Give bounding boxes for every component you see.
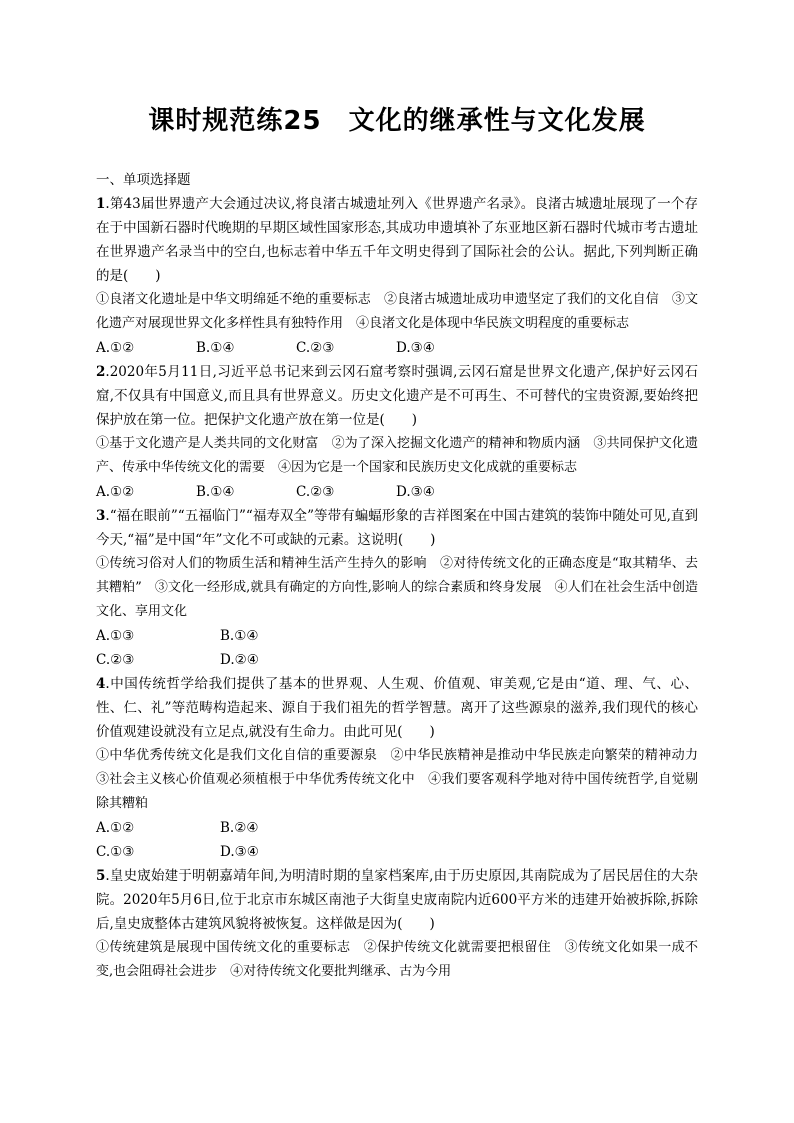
question-text: .中国传统哲学给我们提供了基本的世界观、人生观、价值观、审美观,它是由“道、理、气、心、性、仁、礼”等范畴构造起来、源自于我们祖先的哲学智慧。离开了这些源泉的滋养,我们现代的核心价值观建设就没有立足点,就没有生命力。由此可见( ) <box>96 676 698 740</box>
question-5 <box>96 864 698 984</box>
answer-option: A.①② <box>96 340 135 356</box>
question-statements: ①中华优秀传统文化是我们文化自信的重要源泉 ②中华民族精神是推动中华民族走向繁荣的精神动力 ③社会主义核心价值观必须植根于中华优秀传统文化中 ④我们要客观科学地对待中国传统哲学,自觉剔除其糟粕 <box>96 748 712 811</box>
answer-option: C.②③ <box>296 340 335 356</box>
question-list <box>96 192 712 984</box>
question-text: .第43届世界遗产大会通过决议,将良渚古城遗址列入《世界遗产名录》。良渚古城遗址展现了一个存在于中国新石器时代晚期的早期区域性国家形态,其成功申遗填补了东亚地区新石器时代城市考古遗址在世界遗产名录当中的空白,也标志着中华五千年文明史得到了国际社会的公认。据此,下列判断正确的是( ) <box>96 196 698 284</box>
answer-option: C.②③ <box>296 484 335 500</box>
question-number: 5 <box>96 868 106 884</box>
question-statements: ①良渚文化遗址是中华文明绵延不绝的重要标志 ②良渚古城遗址成功申遗坚定了我们的文化自信 ③文化遗产对展现世界文化多样性具有独特作用 ④良渚文化是体现中华民族文明程度的重要标志 <box>96 292 698 331</box>
question-4 <box>96 672 712 864</box>
answer-option: A.①③ <box>96 628 135 644</box>
question-stem <box>96 672 698 744</box>
answer-option: C.②③ <box>96 652 135 668</box>
question-stem <box>96 360 698 432</box>
answer-option: A.①② <box>96 820 135 836</box>
exercise-content <box>96 168 712 984</box>
question-statements: ①基于文化遗产是人类共同的文化财富 ②为了深入挖掘文化遗产的精神和物质内涵 ③共同保护文化遗产、传承中华传统文化的需要 ④因为它是一个国家和民族历史文化成就的重要标志 <box>96 436 698 475</box>
question-2 <box>96 360 698 504</box>
answer-options <box>96 816 344 864</box>
question-stem <box>96 192 698 288</box>
question-stem <box>96 864 698 936</box>
answer-option: D.③④ <box>396 340 435 356</box>
question-stem <box>96 504 698 552</box>
page-title: 课时规范练25 文化的继承性与文化发展 <box>148 106 646 136</box>
question-number: 3 <box>96 508 106 524</box>
question-number: 2 <box>96 364 106 380</box>
answer-option: B.①④ <box>196 340 235 356</box>
answer-option: D.③④ <box>396 484 435 500</box>
question-statements: ①传统建筑是展现中国传统文化的重要标志 ②保护传统文化就需要把根留住 ③传统文化如果一成不变,也会阻碍社会进步 ④对待传统文化要批判继承、古为今用 <box>96 940 698 979</box>
answer-option: D.②④ <box>220 652 259 668</box>
answer-option: B.①④ <box>220 628 259 644</box>
answer-options <box>96 336 698 360</box>
question-text: .皇史宬始建于明朝嘉靖年间,为明清时期的皇家档案库,由于历史原因,其南院成为了居民居住的大杂院。2020年5月6日,位于北京市东城区南池子大街皇史宬南院内近600平方米的违建开始被拆除,拆除后,皇史宬整体古建筑风貌将被恢复。这样做是因为( ) <box>96 868 698 932</box>
answer-option: B.②④ <box>220 820 259 836</box>
question-text: .“福在眼前”“五福临门”“福寿双全”等带有蝙蝠形象的吉祥图案在中国古建筑的装饰中随处可见,直到今天,“福”是中国“年”文化不可或缺的元素。这说明( ) <box>96 508 698 548</box>
answer-options <box>96 624 344 672</box>
question-number: 1 <box>96 196 106 212</box>
question-3 <box>96 504 698 672</box>
answer-option: D.③④ <box>220 844 259 860</box>
question-1 <box>96 192 698 360</box>
question-number: 4 <box>96 676 106 692</box>
answer-options <box>96 480 698 504</box>
section-heading: 一、单项选择题 <box>96 172 191 188</box>
question-statements: ①传统习俗对人们的物质生活和精神生活产生持久的影响 ②对待传统文化的正确态度是“取其精华、去其糟粕” ③文化一经形成,就具有确定的方向性,影响人的综合素质和终身发展 ④人们在社会生活中创造文化、享用文化 <box>96 556 698 619</box>
question-text: .2020年5月11日,习近平总书记来到云冈石窟考察时强调,云冈石窟是世界文化遗产,保护好云冈石窟,不仅具有中国意义,而且具有世界意义。历史文化遗产是不可再生、不可替代的宝贵资源,要始终把保护放在第一位。把保护文化遗产放在第一位是( ) <box>96 364 698 428</box>
answer-option: A.①② <box>96 484 135 500</box>
answer-option: C.①③ <box>96 844 135 860</box>
answer-option: B.①④ <box>196 484 235 500</box>
